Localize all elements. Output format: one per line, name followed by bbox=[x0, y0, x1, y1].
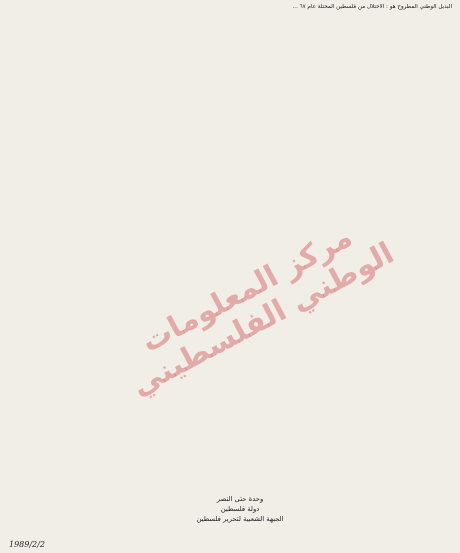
watermark-text: مركز المعلومات الوطني الفلسطيني bbox=[125, 219, 400, 404]
signature-closing: وحدة حتى النصر bbox=[216, 495, 264, 503]
handwritten-date: 1989/2/2 bbox=[9, 540, 45, 549]
signature-line-two: الجبهة الشعبية لتحرير فلسطين bbox=[196, 515, 284, 523]
document-body bbox=[8, 4, 452, 489]
signature-block bbox=[120, 494, 360, 524]
paragraph-0: البديل الوطني المطروح هو : الاحتلال من فلسطين المحتلة عام ٦٧ ... bbox=[292, 4, 452, 10]
signature-line-one: دولة فلسطين bbox=[220, 505, 260, 513]
